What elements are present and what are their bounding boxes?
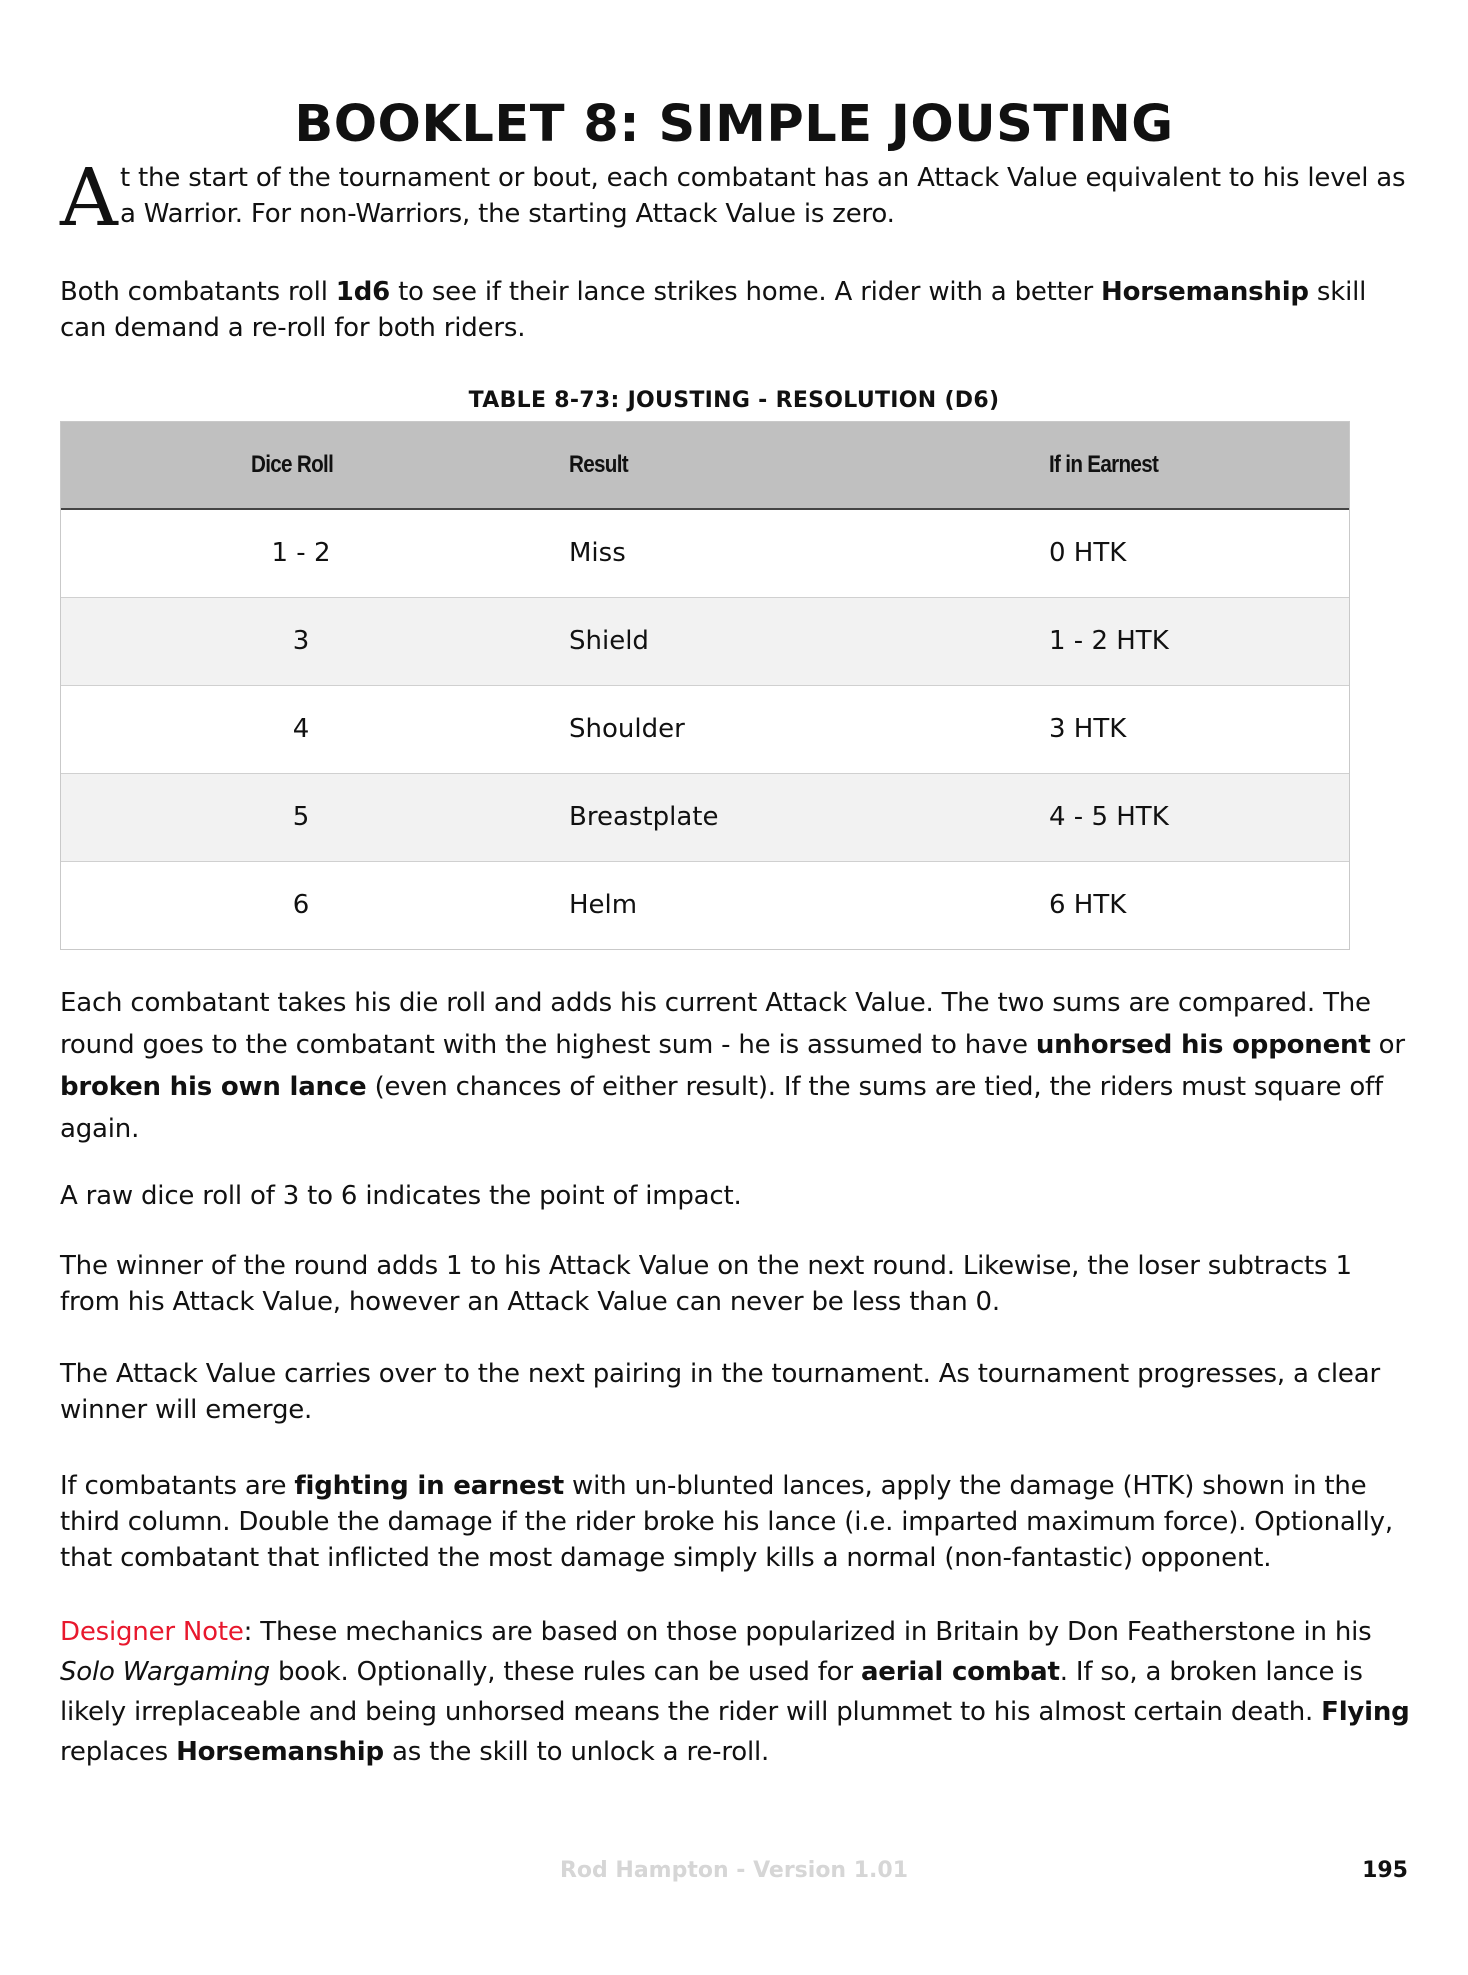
bold-text: Horsemanship [1101,277,1309,307]
table-row [61,686,1349,774]
text: If combatants are [60,1471,295,1501]
page-title: BOOKLET 8: SIMPLE JOUSTING [294,95,1174,154]
page-number: 195 [1362,1858,1408,1883]
cell-if-in-earnest: 1 - 2 HTK [1049,626,1169,656]
bold-text: broken his own lance [60,1072,367,1102]
cell-result: Helm [569,890,638,920]
text: (even chances of either result). If the sums are tied, the riders must square off again. [60,1072,1383,1144]
designer-note [60,1612,1410,1772]
cell-if-in-earnest: 4 - 5 HTK [1049,802,1169,832]
intro-line-2: a Warrior. For non-Warriors, the starting Attack Value is zero. [120,199,895,229]
text: to see if their lance strikes home. A rider with a better [390,277,1102,307]
header-result: Result [569,451,628,478]
table-row [61,774,1349,862]
paragraph-roll [60,274,1410,346]
cell-dice-roll: 4 [292,714,310,744]
text: : These mechanics are based on those popularized in Britain by Don Featherstone in his [243,1617,1372,1647]
designer-note-label: Designer Note [60,1617,244,1647]
table-row [61,862,1349,949]
jousting-table [60,421,1350,950]
cell-if-in-earnest: 0 HTK [1049,538,1127,568]
header-dice-roll: Dice Roll [251,451,334,478]
cell-result: Shoulder [569,714,685,744]
intro-line-1: t the start of the tournament or bout, each combatant has an Attack Value equivalent to his level as [120,163,1406,193]
cell-dice-roll: 3 [292,626,310,656]
cell-dice-roll: 1 - 2 [271,538,331,568]
intro-paragraph [120,160,1420,232]
cell-if-in-earnest: 3 HTK [1049,714,1127,744]
table-row [61,598,1349,686]
paragraph-carry-over: The Attack Value carries over to the next pairing in the tournament. As tournament progresses, a clear winner will emerge. [60,1359,1380,1425]
text: replaces [60,1737,177,1767]
cell-result: Shield [569,626,649,656]
drop-cap: A [60,151,118,244]
header-if-in-earnest: If in Earnest [1049,451,1159,478]
table-header-row [61,422,1349,510]
footer-author: Rod Hampton - Version 1.01 [559,1858,909,1883]
bold-text: aerial combat [860,1657,1060,1687]
italic-text: Solo Wargaming [60,1657,270,1687]
table-row [61,510,1349,598]
cell-result: Breastplate [569,802,719,832]
text: with un-blunted lances, apply the damage (HTK) shown in the third column. Double the damage if the rider broke his lance (i.e. imparted maximum force). Optionally, that combatant that inflicted the most damage simply kills a normal (non-fantastic) opponent. [60,1471,1393,1573]
text: . If so, a broken lance is likely irreplaceable and being unhorsed means the rider will plummet to his almost certain death. [60,1657,1363,1727]
bold-text: unhorsed his opponent [1035,1030,1371,1060]
cell-result: Miss [569,538,626,568]
bold-text: fighting in earnest [294,1471,564,1501]
bold-text: Flying [1321,1697,1410,1727]
paragraph-impact: A raw dice roll of 3 to 6 indicates the point of impact. [60,1181,742,1211]
cell-if-in-earnest: 6 HTK [1049,890,1127,920]
bold-text: 1d6 [335,277,390,307]
text: or [1370,1030,1405,1060]
cell-dice-roll: 5 [292,802,310,832]
table-caption: TABLE 8-73: JOUSTING - RESOLUTION (D6) [468,388,1000,413]
paragraph-winner: The winner of the round adds 1 to his Attack Value on the next round. Likewise, the loser subtracts 1 from his Attack Value, however an Attack Value can never be less than 0. [60,1251,1352,1317]
text: Each combatant takes his die roll and adds his current Attack Value. The two sums are compared. The round goes to the combatant with the highest sum - he is assumed to have [60,988,1371,1060]
text: book. Optionally, these rules can be used for [269,1657,861,1687]
paragraph-comparison [60,982,1410,1150]
bold-text: Horsemanship [176,1737,384,1767]
text: as the skill to unlock a re-roll. [383,1737,770,1767]
text: skill can demand a re-roll for both riders. [60,277,1367,343]
text: Both combatants roll [60,277,336,307]
cell-dice-roll: 6 [292,890,310,920]
paragraph-earnest [60,1468,1410,1576]
